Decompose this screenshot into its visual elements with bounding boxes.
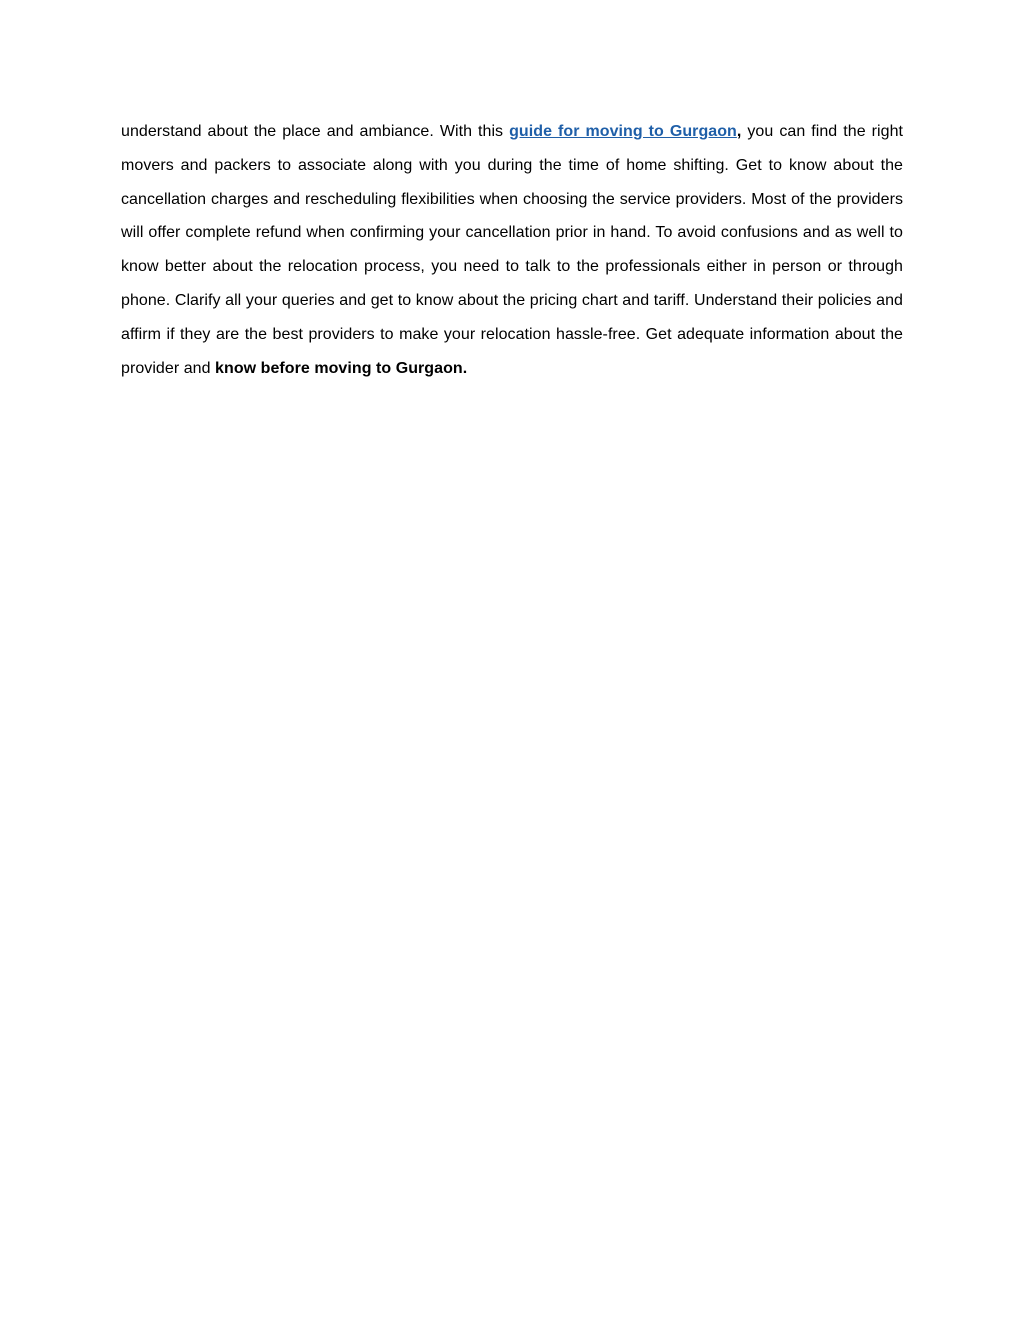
body-paragraph xyxy=(121,115,903,385)
bold-closing-phrase: know before moving to Gurgaon. xyxy=(215,359,468,377)
paragraph-text-start: understand about the place and ambiance. With this xyxy=(121,123,510,140)
link-comma: , xyxy=(736,123,742,140)
guide-link[interactable]: guide for moving to Gurgaon xyxy=(509,123,737,140)
paragraph-text-middle: you can find the right movers and packers to associate along with you during the time of home shifting. Get to know about the cancellation charges and rescheduling flexibilities when choosing the service providers. Most of the providers will offer complete refund when confirming your cancellation prior in hand. To avoid confusions and as well to know better about the relocation process, you need to talk to the professionals either in person or through phone. Clarify all your queries and get to know about the pricing chart and tariff. Understand their policies and affirm if they are the best providers to make your relocation hassle-free. Get adequate information about the provider and xyxy=(121,123,904,377)
